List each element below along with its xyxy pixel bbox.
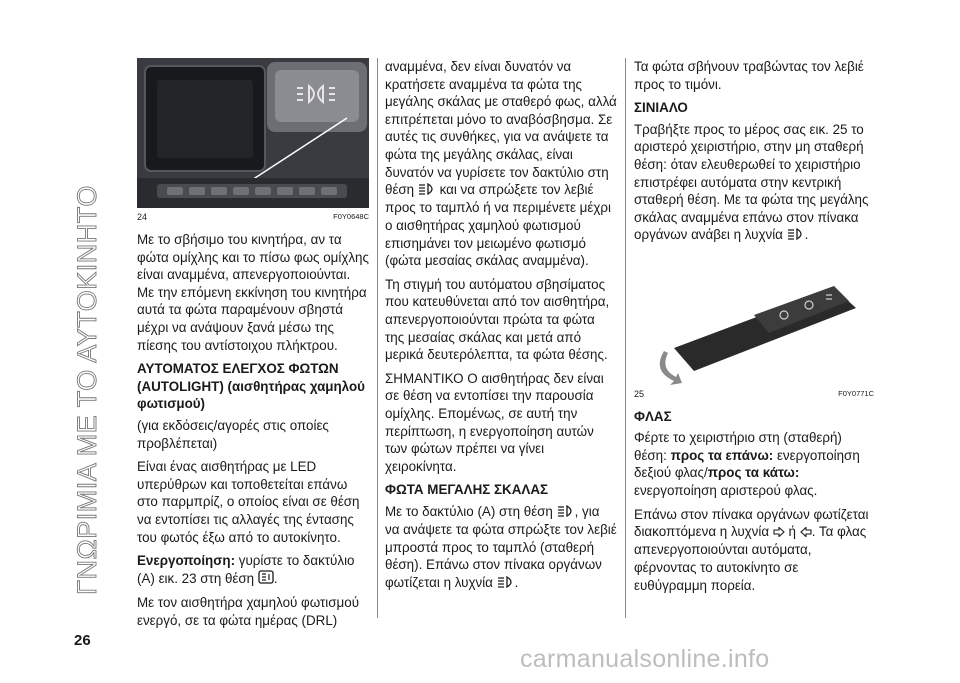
text-span: . — [514, 574, 519, 590]
text-span: . — [273, 570, 278, 586]
paragraph — [385, 58, 617, 270]
text-span: αναμμένα, δεν είναι δυνατόν να κρατήσετε αναμμένα τα φώτα της μεγάλης σκάλας με σταθερό φως, αλλά επιτρέπεται μόνο το αναβόσβησμα. Σε αυτές τις συνθήκες, για να ανάψετε τα φώτα της μεγάλης σκάλας, είναι δυνατόν να γυρίσετε τον δακτύλιο στη θέση — [385, 59, 617, 198]
column-3 — [634, 58, 874, 600]
paragraph: Είναι ένας αισθητήρας με LED υπερύθρων και τοποθετείται επάνω στο παρμπρίζ, ο οποίος είναι σε θέση να εντοπίσει τις αλλαγές της έντασης του φωτός έξω από το αυτοκίνητο. — [137, 459, 360, 545]
figure-25-stalk-photo — [634, 253, 874, 385]
paragraph — [385, 503, 617, 592]
paragraph-important: ΣΗΜΑΝΤΙΚΟ Ο αισθητήρας δεν είναι σε θέση να εντοπίσει την παρουσία ομίχλης. Επομένως, σε αυτή την περίπτωση, η ενεργοποίηση αυτών των φώτων πρέπει να γίνει χειροκίνητα. — [385, 370, 604, 474]
column-2 — [385, 58, 617, 598]
page-number: 26 — [74, 632, 91, 649]
paragraph-activation — [137, 552, 369, 588]
paragraph: Με τον αισθητήρα χαμηλού φωτισμού ενεργό, σε τα φώτα ημέρας (DRL) — [137, 595, 360, 629]
text-span: ή — [784, 524, 800, 540]
chapter-side-title — [58, 30, 108, 630]
figure-24-dashboard-photo — [137, 58, 369, 208]
paragraph: Με το σβήσιμο του κινητήρα, αν τα φώτα ομίχλης και το πίσω φως ομίχλης είναι αναμμένα, απενεργοποιούνται. Με την επόμενη εκκίνηση του κινητήρα αυτά τα φώτα παραμένουν σβηστά μέχρι να ανάψουν ξανά μέσω της πίεσης του αντίστοιχου πλήκτρου. — [137, 232, 369, 353]
high-beam-icon — [557, 504, 575, 522]
text-span: Με το δακτύλιο (A) στη θέση — [385, 503, 557, 519]
figure-number: 24 — [137, 212, 148, 222]
section-heading-high-beam: ΦΩΤΑ ΜΕΓΑΛΗΣ ΣΚΑΛΑΣ — [385, 482, 549, 498]
text-span: Τραβήξτε προς το μέρος σας εικ. 25 το αριστερό χειριστήριο, στην μη σταθερή θέση: όταν ελευθερωθεί το χειριστήριο επιστρέφει αυτόματα στην κεντρική σταθερή θέση. Με τα φώτα της μεγάλης σκάλας αναμμένα επάνω στον πίνακα οργάνων ανάβει η λυχνία — [634, 121, 869, 243]
activation-label: Ενεργοποίηση: — [137, 553, 236, 569]
turn-right-arrow-icon — [773, 524, 785, 542]
light-stalk-illustration — [634, 253, 874, 385]
text-span: Φέρτε το χειριστήριο στη (σταθερή) θέση: — [634, 430, 842, 463]
column-divider — [377, 58, 378, 618]
paragraph — [634, 506, 874, 595]
section-heading-flash: ΦΛΑΣ — [634, 408, 672, 424]
figure-code: F0Y0771C — [838, 388, 874, 398]
section-heading-signal: ΣΙΝΙΑΛΟ — [634, 100, 688, 116]
figure-code: F0Y0648C — [333, 212, 369, 221]
figure-24-caption — [137, 211, 369, 223]
dashboard-illustration — [137, 58, 369, 208]
high-beam-icon — [787, 227, 805, 245]
column-divider — [625, 58, 626, 618]
bold-text: προς τα κάτω: — [707, 465, 800, 481]
auto-light-icon — [258, 570, 274, 589]
high-beam-icon — [418, 182, 436, 200]
paragraph — [634, 429, 874, 499]
watermark: carmanualsonline.info — [520, 645, 770, 673]
chapter-side-title-text: ΓΝΩΡΙΜΙΑ ΜΕ ΤΟ ΑΥΤΟΚΙΝΗΤΟ — [72, 185, 102, 595]
paragraph: (για εκδόσεις/αγορές στις οποίες προβλέπεται) — [137, 417, 329, 451]
text-span: και να σπρώξετε τον λεβιέ προς το ταμπλό ή να περιμένετε μέχρι ο αισθητήρας χαμηλού φωτισμού επισημάνει τον μειωμένο φωτισμό (φώτα μεσαίας σκάλας αναμμένα). — [385, 182, 611, 269]
text-span: . — [804, 227, 809, 243]
text-span: Επάνω στον πίνακα οργάνων φωτίζεται διακοπτόμενα η λυχνία — [634, 506, 869, 540]
text-span: ενεργοποίηση αριστερού φλας. — [634, 482, 818, 498]
paragraph: Τη στιγμή του αυτόματου σβησίματος που κατευθύνεται από τον αισθητήρα, απενεργοποιούνται πρώτα τα φώτα της μεσαίας σκάλας και μετά από μερικά δευτερόλεπτα, τα φώτα θέσης. — [385, 276, 610, 363]
text-span: . Τα φλας απενεργοποιούνται αυτόματα, φέρνοντας το αυτοκίνητο σε ευθύγραμμη πορεία. — [634, 524, 867, 593]
figure-25-caption — [634, 388, 874, 400]
paragraph — [634, 121, 874, 245]
bold-text: προς τα επάνω: — [670, 447, 774, 463]
figure-number: 25 — [634, 388, 645, 399]
text-span: , για να ανάψετε τα φώτα σπρώξτε τον λεβιέ μπροστά προς το ταμπλό (σταθερή θέση). Επάνω στον πίνακα οργάνων φωτίζεται η λυχνία — [385, 503, 617, 590]
turn-left-arrow-icon — [800, 524, 812, 542]
paragraph: Τα φώτα σβήνουν τραβώντας τον λεβιέ προς το τιμόνι. — [634, 59, 864, 92]
section-heading-autolight: ΑΥΤΟΜΑΤΟΣ ΕΛΕΓΧΟΣ ΦΩΤΩΝ (AUTOLIGHT) (αισθητήρας χαμηλού φωτισμού) — [137, 361, 365, 412]
column-1 — [137, 58, 369, 636]
text-span: ενεργοποίηση δεξιού φλας/ — [634, 447, 860, 481]
text-span: γυρίστε το δακτύλιο (A) εικ. 23 στη θέση — [137, 553, 355, 586]
high-beam-icon — [497, 575, 515, 593]
